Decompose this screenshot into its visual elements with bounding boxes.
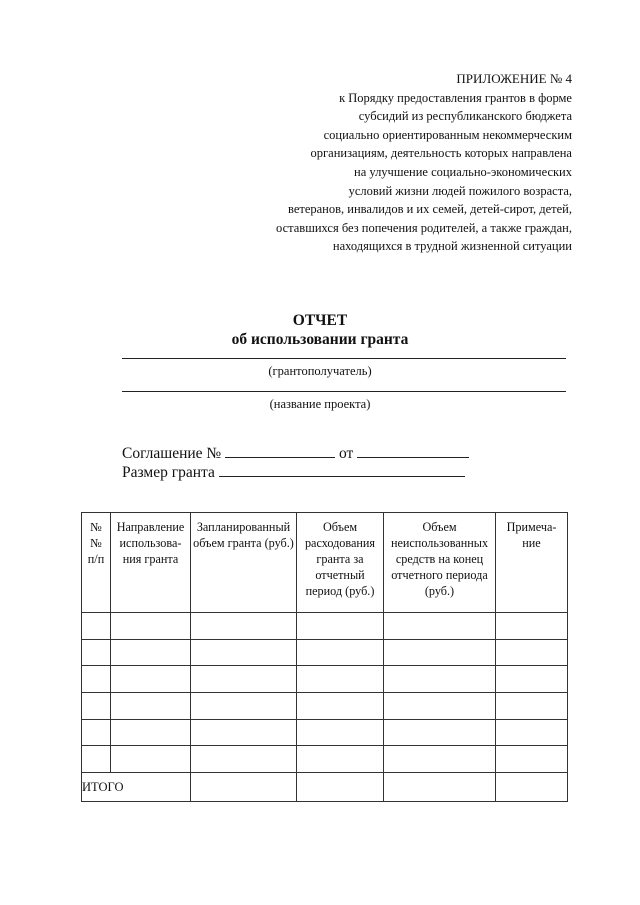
table-cell[interactable] — [384, 639, 496, 666]
table-cell[interactable] — [191, 719, 297, 746]
agreement-number-field[interactable] — [225, 443, 335, 458]
table-cell[interactable] — [191, 746, 297, 773]
table-cell[interactable] — [297, 693, 384, 720]
grantee-line[interactable] — [122, 358, 566, 359]
table-cell[interactable] — [496, 613, 568, 640]
column-header-planned — [191, 513, 297, 613]
table-cell[interactable] — [496, 666, 568, 693]
table-header-row — [82, 513, 568, 613]
table-cell[interactable] — [82, 719, 111, 746]
table-cell[interactable] — [384, 613, 496, 640]
table-cell[interactable] — [297, 639, 384, 666]
grant-size-row — [122, 462, 465, 482]
table-cell[interactable] — [82, 666, 111, 693]
grantee-caption: (грантополучатель) — [268, 364, 372, 378]
grant-size-label: Размер гранта — [122, 464, 215, 481]
table-cell[interactable] — [496, 773, 568, 802]
total-row — [82, 773, 568, 802]
table-cell[interactable] — [82, 693, 111, 720]
appendix-block — [242, 70, 572, 256]
table-cell[interactable] — [191, 613, 297, 640]
column-header-notes — [496, 513, 568, 613]
header-text: Объем расходования гранта за отчетный период (руб.) — [304, 520, 376, 598]
grant-size-field[interactable] — [219, 462, 465, 477]
table-cell[interactable] — [191, 639, 297, 666]
table-row — [82, 639, 568, 666]
report-table — [81, 512, 568, 802]
table-cell[interactable] — [297, 773, 384, 802]
column-header-spent — [297, 513, 384, 613]
appendix-line: на улучшение социально-экономических — [354, 164, 572, 179]
appendix-line: к Порядку предоставления грантов в форме — [339, 90, 572, 105]
column-header-unused — [384, 513, 496, 613]
table-cell[interactable] — [111, 693, 191, 720]
table-cell[interactable] — [191, 693, 297, 720]
table-row — [82, 666, 568, 693]
table-cell[interactable] — [384, 666, 496, 693]
table-row — [82, 693, 568, 720]
header-text: № № п/п — [87, 520, 105, 566]
header-text: Запланированный объем гранта (руб.) — [193, 520, 294, 550]
appendix-line: социально ориентированным некоммерческим — [323, 127, 572, 142]
table-cell[interactable] — [384, 693, 496, 720]
appendix-line: ветеранов, инвалидов и их семей, детей-сирот, детей, — [288, 202, 572, 217]
table-row — [82, 613, 568, 640]
table-cell[interactable] — [496, 746, 568, 773]
agreement-date-field[interactable] — [357, 443, 469, 458]
appendix-heading: ПРИЛОЖЕНИЕ № 4 — [456, 71, 572, 86]
table-cell[interactable] — [496, 639, 568, 666]
column-header-number — [82, 513, 111, 613]
table-cell[interactable] — [384, 719, 496, 746]
table-cell[interactable] — [297, 613, 384, 640]
appendix-line: оставшихся без попечения родителей, а также граждан, — [276, 220, 572, 235]
table-cell[interactable] — [297, 746, 384, 773]
project-caption: (название проекта) — [269, 397, 371, 411]
table-cell[interactable] — [111, 746, 191, 773]
table-cell[interactable] — [297, 666, 384, 693]
header-text: Направление использова-ния гранта — [116, 520, 185, 566]
table-cell[interactable] — [496, 719, 568, 746]
table-cell[interactable] — [297, 719, 384, 746]
appendix-line: субсидий из республиканского бюджета — [358, 109, 572, 124]
table-cell[interactable] — [384, 746, 496, 773]
table-cell[interactable] — [111, 639, 191, 666]
agreement-row — [122, 443, 469, 463]
header-text: Объем неиспользованных средств на конец отчетного периода (руб.) — [390, 520, 489, 598]
table-cell[interactable] — [384, 773, 496, 802]
report-title: ОТЧЕТ — [292, 312, 348, 329]
total-label: ИТОГО — [82, 773, 191, 802]
project-line[interactable] — [122, 391, 566, 392]
table-row — [82, 719, 568, 746]
table-cell[interactable] — [191, 666, 297, 693]
agreement-from-label: от — [338, 445, 354, 462]
table-cell[interactable] — [82, 639, 111, 666]
table-cell[interactable] — [111, 666, 191, 693]
table-cell[interactable] — [191, 773, 297, 802]
agreement-label: Соглашение № — [122, 445, 222, 462]
appendix-line: организациям, деятельность которых направлена — [310, 146, 572, 161]
appendix-line: условий жизни людей пожилого возраста, — [348, 183, 572, 198]
report-subtitle: об использовании гранта — [231, 331, 409, 348]
table-cell[interactable] — [111, 719, 191, 746]
column-header-direction — [111, 513, 191, 613]
table-cell[interactable] — [82, 613, 111, 640]
header-text: Примеча-ние — [506, 520, 557, 550]
table-cell[interactable] — [111, 613, 191, 640]
table-body — [82, 613, 568, 802]
appendix-line: находящихся в трудной жизненной ситуации — [332, 239, 572, 254]
table-cell[interactable] — [82, 746, 111, 773]
table-cell[interactable] — [496, 693, 568, 720]
table-row — [82, 746, 568, 773]
